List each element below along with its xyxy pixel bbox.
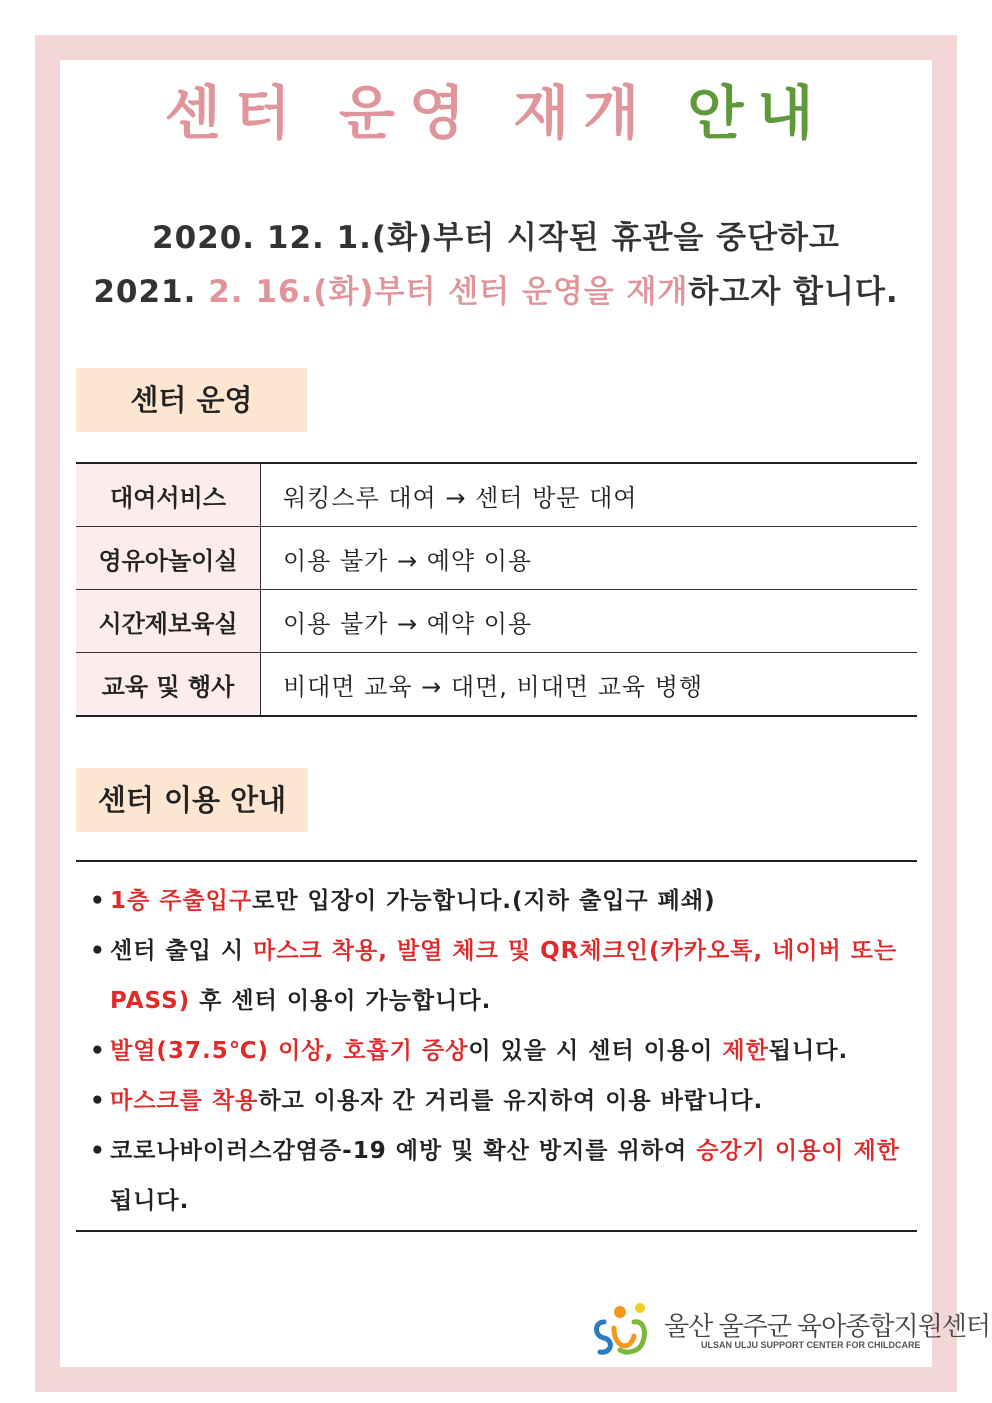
- intro-line-2: [0, 266, 992, 311]
- title-main: 센터 운영 재개: [164, 79, 688, 147]
- notice-item-mask: • 마스크를 착용하고 이용자 간 거리를 유지하여 이용 바랍니다.: [76, 1076, 917, 1126]
- intro-line-1: 2020. 12. 1.(화)부터 시작된 휴관을 중단하고: [152, 220, 840, 256]
- intro-reopen-date: 2. 16.(화)부터 센터 운영을 재개: [208, 274, 689, 310]
- notice-list: [76, 862, 917, 1226]
- table-row: [76, 590, 917, 653]
- service-change: 비대면 교육 → 대면, 비대면 교육 병행: [261, 653, 918, 717]
- bullet-icon: •: [90, 1038, 106, 1064]
- center-logo: [590, 1300, 990, 1360]
- service-name: 대여서비스: [76, 463, 261, 527]
- service-name: 영유아놀이실: [76, 527, 261, 590]
- logo-name-korean: 울산 울주군 육아종합지원센터: [664, 1311, 990, 1341]
- table-row: [76, 463, 917, 527]
- service-table: [76, 462, 917, 717]
- family-figures-icon: [590, 1300, 654, 1360]
- intro-year: 2021.: [93, 274, 209, 310]
- notice-item-entrance: • 1층 주출입구로만 입장이 가능합니다.(지하 출입구 폐쇄): [76, 876, 917, 926]
- title-accent: 안내: [687, 79, 828, 147]
- table-row: [76, 527, 917, 590]
- service-change: 이용 불가 → 예약 이용: [261, 527, 918, 590]
- service-name: 시간제보육실: [76, 590, 261, 653]
- notice-item-entry-check: • 센터 출입 시 마스크 착용, 발열 체크 및 QR체크인(카카오톡, 네이버 또는 PASS) 후 센터 이용이 가능합니다.: [76, 926, 917, 1026]
- bullet-icon: •: [90, 888, 106, 914]
- service-name: 교육 및 행사: [76, 653, 261, 717]
- notice-item-fever: • 발열(37.5℃) 이상, 호흡기 증상이 있을 시 센터 이용이 제한됩니다.: [76, 1026, 917, 1076]
- table-row: [76, 653, 917, 717]
- bullet-icon: •: [90, 1138, 106, 1164]
- usage-notice-box: [76, 860, 917, 1232]
- notice-item-elevator: • 코로나바이러스감염증-19 예방 및 확산 방지를 위하여 승강기 이용이 제한됩니다.: [76, 1126, 917, 1226]
- bullet-icon: •: [90, 1088, 106, 1114]
- section-heading-operation: 센터 운영: [76, 368, 307, 432]
- bullet-icon: •: [90, 938, 106, 964]
- service-change: 이용 불가 → 예약 이용: [261, 590, 918, 653]
- logo-name-english: ULSAN ULJU SUPPORT CENTER FOR CHILDCARE: [701, 1340, 921, 1350]
- page-title: [0, 78, 992, 148]
- section-heading-usage-guide: 센터 이용 안내: [76, 768, 308, 832]
- service-change: 워킹스루 대여 → 센터 방문 대여: [283, 483, 638, 512]
- intro-tail: 하고자 합니다.: [688, 274, 899, 310]
